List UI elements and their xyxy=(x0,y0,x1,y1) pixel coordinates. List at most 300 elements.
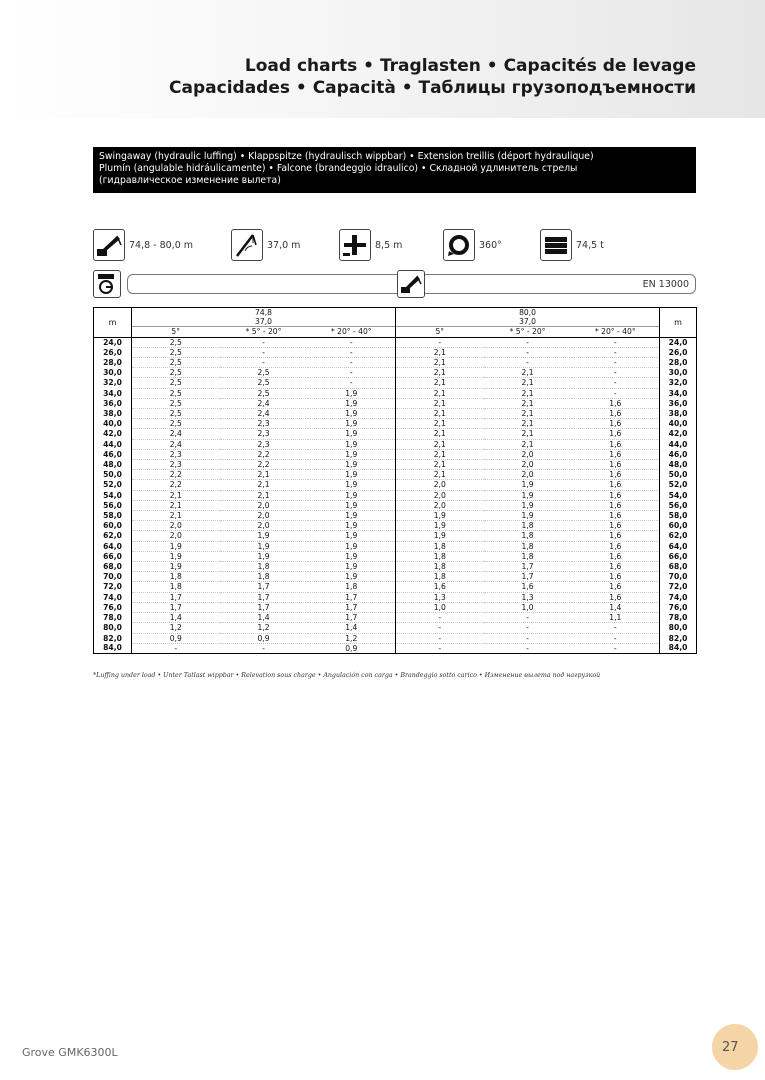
capacity-cell: 1,9 xyxy=(308,511,396,521)
capacity-cell: 1,4 xyxy=(572,602,660,612)
capacity-cell: 2,1 xyxy=(484,439,572,449)
capacity-cell: 1,2 xyxy=(220,623,308,633)
table-row xyxy=(94,490,697,500)
capacity-cell: 2,4 xyxy=(132,439,220,449)
radius-cell-left: 38,0 xyxy=(94,409,132,419)
capacity-cell: 2,3 xyxy=(132,449,220,459)
capacity-cell: 2,5 xyxy=(220,368,308,378)
radius-cell-right: 26,0 xyxy=(660,347,697,357)
capacity-cell: 1,8 xyxy=(132,582,220,592)
capacity-cell: 2,0 xyxy=(484,470,572,480)
capacity-cell: 1,7 xyxy=(484,562,572,572)
capacity-cell: - xyxy=(572,643,660,653)
table-row xyxy=(94,602,697,612)
radius-cell-right: 64,0 xyxy=(660,541,697,551)
radius-cell-left: 42,0 xyxy=(94,429,132,439)
capacity-cell: 2,1 xyxy=(396,470,484,480)
capacity-cell: 1,6 xyxy=(572,470,660,480)
capacity-cell: 2,1 xyxy=(484,368,572,378)
capacity-cell: 1,8 xyxy=(396,551,484,561)
table-row xyxy=(94,633,697,643)
page-number: 27 xyxy=(722,1040,739,1055)
capacity-cell: 2,4 xyxy=(132,429,220,439)
capacity-cell: 1,9 xyxy=(484,500,572,510)
radius-cell-right: 52,0 xyxy=(660,480,697,490)
capacity-cell: - xyxy=(484,337,572,347)
table-row xyxy=(94,388,697,398)
capacity-cell: 2,3 xyxy=(132,460,220,470)
radius-cell-left: 32,0 xyxy=(94,378,132,388)
group-1-angle-2: * 5° - 20° xyxy=(220,327,308,337)
radius-cell-right: 30,0 xyxy=(660,368,697,378)
radius-cell-right: 66,0 xyxy=(660,551,697,561)
radius-cell-left: 52,0 xyxy=(94,480,132,490)
capacity-cell: 2,5 xyxy=(132,409,220,419)
radius-cell-right: 72,0 xyxy=(660,582,697,592)
capacity-cell: 1,4 xyxy=(308,623,396,633)
capacity-cell: 2,5 xyxy=(132,378,220,388)
radius-cell-right: 42,0 xyxy=(660,429,697,439)
radius-cell-right: 40,0 xyxy=(660,419,697,429)
capacity-cell: 2,1 xyxy=(396,429,484,439)
config-description-line-1: Swingaway (hydraulic luffing) • Klappspitze (hydraulisch wippbar) • Extension treillis (déport hydraulique) xyxy=(99,151,594,162)
capacity-cell: - xyxy=(220,643,308,653)
capacity-cell: 1,4 xyxy=(132,613,220,623)
capacity-cell: - xyxy=(572,623,660,633)
radius-header-left: m xyxy=(94,308,132,338)
operating-mode-icon xyxy=(93,270,121,298)
capacity-cell: 2,0 xyxy=(396,500,484,510)
table-row xyxy=(94,582,697,592)
capacity-cell: 2,3 xyxy=(220,439,308,449)
capacity-cell: 1,6 xyxy=(572,511,660,521)
spec-extension-length xyxy=(231,228,300,262)
radius-cell-left: 58,0 xyxy=(94,511,132,521)
capacity-cell: 1,0 xyxy=(396,602,484,612)
capacity-cell: 2,4 xyxy=(220,409,308,419)
radius-cell-right: 32,0 xyxy=(660,378,697,388)
capacity-cell: 1,7 xyxy=(132,592,220,602)
radius-cell-left: 34,0 xyxy=(94,388,132,398)
capacity-cell: 1,6 xyxy=(572,490,660,500)
capacity-cell: 1,6 xyxy=(572,500,660,510)
capacity-cell: 2,4 xyxy=(220,398,308,408)
group-1-boom: 74,8 xyxy=(132,308,396,318)
table-row xyxy=(94,480,697,490)
capacity-cell: 2,0 xyxy=(396,480,484,490)
radius-cell-left: 78,0 xyxy=(94,613,132,623)
spec-row xyxy=(93,228,696,262)
capacity-cell: 1,9 xyxy=(308,521,396,531)
capacity-cell: 1,7 xyxy=(220,592,308,602)
radius-cell-right: 38,0 xyxy=(660,409,697,419)
group-1-extension: 37,0 xyxy=(132,317,396,327)
capacity-cell: 1,3 xyxy=(484,592,572,602)
capacity-cell: - xyxy=(396,623,484,633)
capacity-cell: 1,8 xyxy=(308,582,396,592)
capacity-cell: 2,1 xyxy=(396,398,484,408)
capacity-cell: - xyxy=(308,358,396,368)
capacity-cell: 2,2 xyxy=(132,470,220,480)
capacity-cell: 1,7 xyxy=(308,613,396,623)
counterweight-icon xyxy=(540,229,572,261)
capacity-cell: - xyxy=(308,368,396,378)
page-title-line-1: Load charts • Traglasten • Capacités de levage xyxy=(244,56,696,76)
capacity-cell: 2,0 xyxy=(132,521,220,531)
capacity-cell: 2,0 xyxy=(132,531,220,541)
capacity-cell: 1,9 xyxy=(308,439,396,449)
table-row xyxy=(94,541,697,551)
radius-cell-left: 48,0 xyxy=(94,460,132,470)
table-row xyxy=(94,470,697,480)
footnote: *Luffing under load • Unter Tatlast wippbar • Relevation sous charge • Angulación con carga • Brandeggio sotto carico • Изменение вылета под нагрузкой xyxy=(93,672,601,679)
capacity-cell: 1,7 xyxy=(132,602,220,612)
capacity-cell: 2,1 xyxy=(132,511,220,521)
config-description-line-2: Plumín (angulable hidráulicamente) • Falcone (brandeggio idraulico) • Складной удлинитель стрелы xyxy=(99,163,578,174)
capacity-cell: 2,1 xyxy=(484,429,572,439)
capacity-cell: 1,6 xyxy=(572,521,660,531)
capacity-cell: 1,7 xyxy=(308,602,396,612)
capacity-cell: 2,3 xyxy=(220,419,308,429)
capacity-cell: 1,9 xyxy=(308,500,396,510)
capacity-cell: 2,1 xyxy=(396,419,484,429)
capacity-cell: 1,8 xyxy=(132,572,220,582)
standard-label: EN 13000 xyxy=(642,279,689,290)
radius-cell-right: 50,0 xyxy=(660,470,697,480)
capacity-cell: 1,9 xyxy=(308,531,396,541)
capacity-cell: 1,9 xyxy=(308,541,396,551)
group-2-angle-2: * 5° - 20° xyxy=(484,327,572,337)
capacity-cell: 2,5 xyxy=(132,419,220,429)
capacity-cell: 1,6 xyxy=(572,582,660,592)
capacity-cell: - xyxy=(484,623,572,633)
capacity-cell: 2,2 xyxy=(220,460,308,470)
radius-cell-left: 50,0 xyxy=(94,470,132,480)
capacity-cell: 1,6 xyxy=(572,541,660,551)
radius-cell-right: 74,0 xyxy=(660,592,697,602)
counterweight-value: 74,5 t xyxy=(576,239,604,251)
radius-header-right: m xyxy=(660,308,697,338)
capacity-cell: 1,0 xyxy=(484,602,572,612)
radius-cell-right: 54,0 xyxy=(660,490,697,500)
capacity-cell: 1,8 xyxy=(484,521,572,531)
capacity-cell: 1,8 xyxy=(484,551,572,561)
mode-row xyxy=(93,270,696,300)
capacity-cell: 2,1 xyxy=(132,500,220,510)
table-row xyxy=(94,378,697,388)
capacity-cell: 1,9 xyxy=(308,388,396,398)
group-2-extension: 37,0 xyxy=(519,317,536,327)
table-row xyxy=(94,409,697,419)
radius-cell-right: 56,0 xyxy=(660,500,697,510)
radius-cell-left: 28,0 xyxy=(94,358,132,368)
capacity-cell: 1,7 xyxy=(220,582,308,592)
radius-cell-left: 64,0 xyxy=(94,541,132,551)
extension-length-value: 37,0 m xyxy=(267,239,301,251)
table-row xyxy=(94,592,697,602)
radius-cell-left: 74,0 xyxy=(94,592,132,602)
table-row xyxy=(94,449,697,459)
capacity-cell: 2,0 xyxy=(484,460,572,470)
radius-cell-left: 56,0 xyxy=(94,500,132,510)
capacity-cell: 1,6 xyxy=(572,429,660,439)
capacity-cell: - xyxy=(132,643,220,653)
radius-cell-left: 80,0 xyxy=(94,623,132,633)
capacity-cell: 2,0 xyxy=(396,490,484,500)
capacity-cell: - xyxy=(484,633,572,643)
capacity-cell: 1,9 xyxy=(396,521,484,531)
capacity-cell: 2,1 xyxy=(484,398,572,408)
radius-cell-right: 46,0 xyxy=(660,449,697,459)
capacity-cell: 1,9 xyxy=(484,480,572,490)
capacity-cell: - xyxy=(220,358,308,368)
radius-cell-right: 24,0 xyxy=(660,337,697,347)
capacity-cell: 1,6 xyxy=(572,531,660,541)
table-row xyxy=(94,623,697,633)
table-row xyxy=(94,439,697,449)
radius-cell-right: 68,0 xyxy=(660,562,697,572)
config-description-box xyxy=(93,147,696,193)
capacity-cell: 2,1 xyxy=(220,490,308,500)
table-row xyxy=(94,613,697,623)
capacity-cell: 2,1 xyxy=(220,480,308,490)
table-row xyxy=(94,511,697,521)
radius-cell-right: 76,0 xyxy=(660,602,697,612)
capacity-cell: 2,1 xyxy=(220,470,308,480)
radius-cell-right: 58,0 xyxy=(660,511,697,521)
radius-cell-right: 62,0 xyxy=(660,531,697,541)
load-chart-table xyxy=(93,307,697,654)
capacity-cell: 1,9 xyxy=(308,470,396,480)
capacity-cell: 2,1 xyxy=(396,358,484,368)
capacity-cell: 2,1 xyxy=(484,378,572,388)
capacity-cell: 1,4 xyxy=(220,613,308,623)
capacity-cell: 1,7 xyxy=(484,572,572,582)
load-chart-body xyxy=(94,337,697,653)
capacity-cell: 2,1 xyxy=(396,368,484,378)
capacity-cell: 1,8 xyxy=(396,562,484,572)
table-row xyxy=(94,551,697,561)
page-title-line-2: Capacidades • Capacità • Таблицы грузоподъемности xyxy=(169,78,696,98)
table-row xyxy=(94,398,697,408)
capacity-cell: 1,6 xyxy=(572,592,660,602)
spec-slew-range xyxy=(443,228,502,262)
capacity-cell: 2,2 xyxy=(220,449,308,459)
capacity-cell: 0,9 xyxy=(308,643,396,653)
capacity-cell: 1,9 xyxy=(308,490,396,500)
capacity-cell: 1,6 xyxy=(484,582,572,592)
table-row xyxy=(94,337,697,347)
capacity-cell: - xyxy=(396,613,484,623)
capacity-cell: 1,6 xyxy=(572,460,660,470)
capacity-cell: - xyxy=(484,347,572,357)
capacity-cell: 2,5 xyxy=(132,358,220,368)
radius-cell-right: 34,0 xyxy=(660,388,697,398)
table-row xyxy=(94,368,697,378)
capacity-cell: 2,5 xyxy=(132,347,220,357)
capacity-cell: 2,1 xyxy=(396,409,484,419)
capacity-cell: 1,9 xyxy=(308,429,396,439)
table-row xyxy=(94,419,697,429)
table-row xyxy=(94,572,697,582)
capacity-cell: 1,9 xyxy=(132,541,220,551)
capacity-cell: 2,5 xyxy=(220,378,308,388)
capacity-cell: - xyxy=(572,388,660,398)
radius-cell-left: 68,0 xyxy=(94,562,132,572)
table-row xyxy=(94,643,697,653)
radius-cell-left: 62,0 xyxy=(94,531,132,541)
spec-counterweight xyxy=(540,228,604,262)
capacity-cell: 0,9 xyxy=(220,633,308,643)
capacity-cell: 2,5 xyxy=(132,398,220,408)
capacity-cell: - xyxy=(308,337,396,347)
capacity-cell: 2,1 xyxy=(484,388,572,398)
capacity-cell: 1,8 xyxy=(220,562,308,572)
radius-cell-right: 78,0 xyxy=(660,613,697,623)
boom-luffing-icon xyxy=(397,270,425,298)
radius-cell-left: 82,0 xyxy=(94,633,132,643)
radius-cell-left: 44,0 xyxy=(94,439,132,449)
capacity-cell: - xyxy=(484,613,572,623)
capacity-cell: 1,9 xyxy=(308,398,396,408)
capacity-cell: 1,9 xyxy=(132,562,220,572)
radius-cell-right: 28,0 xyxy=(660,358,697,368)
capacity-cell: - xyxy=(572,347,660,357)
radius-cell-right: 48,0 xyxy=(660,460,697,470)
capacity-cell: 1,9 xyxy=(308,551,396,561)
extension-angle-icon xyxy=(231,229,263,261)
radius-cell-left: 66,0 xyxy=(94,551,132,561)
group-2-angle-1: 5° xyxy=(396,327,484,337)
radius-cell-right: 70,0 xyxy=(660,572,697,582)
outrigger-span-value: 8,5 m xyxy=(375,239,403,251)
capacity-cell: 2,1 xyxy=(396,378,484,388)
footer-model: Grove GMK6300L xyxy=(22,1046,118,1059)
radius-cell-right: 80,0 xyxy=(660,623,697,633)
capacity-cell: 2,1 xyxy=(396,347,484,357)
radius-cell-left: 76,0 xyxy=(94,602,132,612)
table-row xyxy=(94,531,697,541)
capacity-cell: 2,1 xyxy=(396,388,484,398)
table-row xyxy=(94,521,697,531)
capacity-cell: 1,9 xyxy=(308,409,396,419)
capacity-cell: 1,8 xyxy=(396,541,484,551)
capacity-cell: 1,1 xyxy=(572,613,660,623)
radius-cell-left: 46,0 xyxy=(94,449,132,459)
radius-cell-left: 36,0 xyxy=(94,398,132,408)
group-2-angle-3: * 20° - 40° xyxy=(572,327,660,337)
capacity-cell: - xyxy=(572,368,660,378)
capacity-cell: 1,9 xyxy=(308,419,396,429)
boom-extension-icon xyxy=(93,229,125,261)
capacity-cell: 2,1 xyxy=(396,460,484,470)
radius-cell-right: 60,0 xyxy=(660,521,697,531)
capacity-cell: 2,5 xyxy=(132,388,220,398)
capacity-cell: 2,1 xyxy=(396,439,484,449)
table-row xyxy=(94,500,697,510)
capacity-cell: 2,5 xyxy=(132,368,220,378)
capacity-cell: - xyxy=(308,347,396,357)
radius-cell-left: 84,0 xyxy=(94,643,132,653)
capacity-cell: 2,1 xyxy=(484,419,572,429)
capacity-cell: 1,6 xyxy=(572,449,660,459)
outrigger-icon xyxy=(339,229,371,261)
capacity-cell: 1,9 xyxy=(396,511,484,521)
slew-range-value: 360° xyxy=(479,239,502,251)
config-description-line-3: (гидравлическое изменение вылета) xyxy=(99,175,281,186)
capacity-cell: 1,3 xyxy=(396,592,484,602)
capacity-cell: 1,9 xyxy=(220,531,308,541)
capacity-cell: 1,9 xyxy=(308,572,396,582)
capacity-cell: 1,6 xyxy=(572,419,660,429)
capacity-cell: - xyxy=(220,337,308,347)
capacity-cell: 1,6 xyxy=(572,439,660,449)
capacity-cell: 2,1 xyxy=(396,449,484,459)
capacity-cell: 1,6 xyxy=(572,562,660,572)
radius-cell-right: 36,0 xyxy=(660,398,697,408)
capacity-cell: - xyxy=(484,643,572,653)
capacity-cell: 1,8 xyxy=(484,541,572,551)
capacity-cell: - xyxy=(572,337,660,347)
capacity-cell: 1,9 xyxy=(132,551,220,561)
boom-length-value: 74,8 - 80,0 m xyxy=(129,239,194,251)
group-1-angle-3: * 20° - 40° xyxy=(308,327,396,337)
radius-cell-left: 24,0 xyxy=(94,337,132,347)
capacity-cell: - xyxy=(484,358,572,368)
capacity-cell: - xyxy=(308,378,396,388)
capacity-cell: 1,9 xyxy=(308,449,396,459)
capacity-cell: 1,7 xyxy=(220,602,308,612)
capacity-cell: 2,5 xyxy=(132,337,220,347)
capacity-cell: 1,9 xyxy=(396,531,484,541)
radius-cell-left: 40,0 xyxy=(94,419,132,429)
capacity-cell: 1,9 xyxy=(484,490,572,500)
radius-cell-right: 82,0 xyxy=(660,633,697,643)
group-2-boom: 80,0 xyxy=(519,308,536,317)
radius-cell-left: 70,0 xyxy=(94,572,132,582)
capacity-cell: 2,0 xyxy=(220,521,308,531)
capacity-cell: 1,6 xyxy=(572,409,660,419)
radius-cell-right: 84,0 xyxy=(660,643,697,653)
capacity-cell: 1,6 xyxy=(572,572,660,582)
capacity-cell: 1,6 xyxy=(572,398,660,408)
capacity-cell: 1,8 xyxy=(484,531,572,541)
capacity-cell: 2,1 xyxy=(484,409,572,419)
capacity-cell: 2,3 xyxy=(220,429,308,439)
capacity-cell: - xyxy=(396,643,484,653)
capacity-cell: 0,9 xyxy=(132,633,220,643)
radius-cell-left: 30,0 xyxy=(94,368,132,378)
table-row xyxy=(94,358,697,368)
capacity-cell: - xyxy=(572,633,660,643)
radius-cell-left: 72,0 xyxy=(94,582,132,592)
capacity-cell: 2,0 xyxy=(220,500,308,510)
table-row xyxy=(94,347,697,357)
capacity-cell: 1,9 xyxy=(308,480,396,490)
capacity-cell: 1,6 xyxy=(572,480,660,490)
slew-rotation-icon xyxy=(443,229,475,261)
capacity-cell: 2,1 xyxy=(132,490,220,500)
spec-boom-length xyxy=(93,228,193,262)
capacity-cell: 1,8 xyxy=(220,572,308,582)
capacity-cell: 1,7 xyxy=(308,592,396,602)
capacity-cell: 2,2 xyxy=(132,480,220,490)
capacity-cell: 1,2 xyxy=(308,633,396,643)
capacity-cell: 1,9 xyxy=(308,562,396,572)
capacity-cell: - xyxy=(572,358,660,368)
capacity-cell: 1,9 xyxy=(484,511,572,521)
spec-outrigger-span xyxy=(339,228,402,262)
